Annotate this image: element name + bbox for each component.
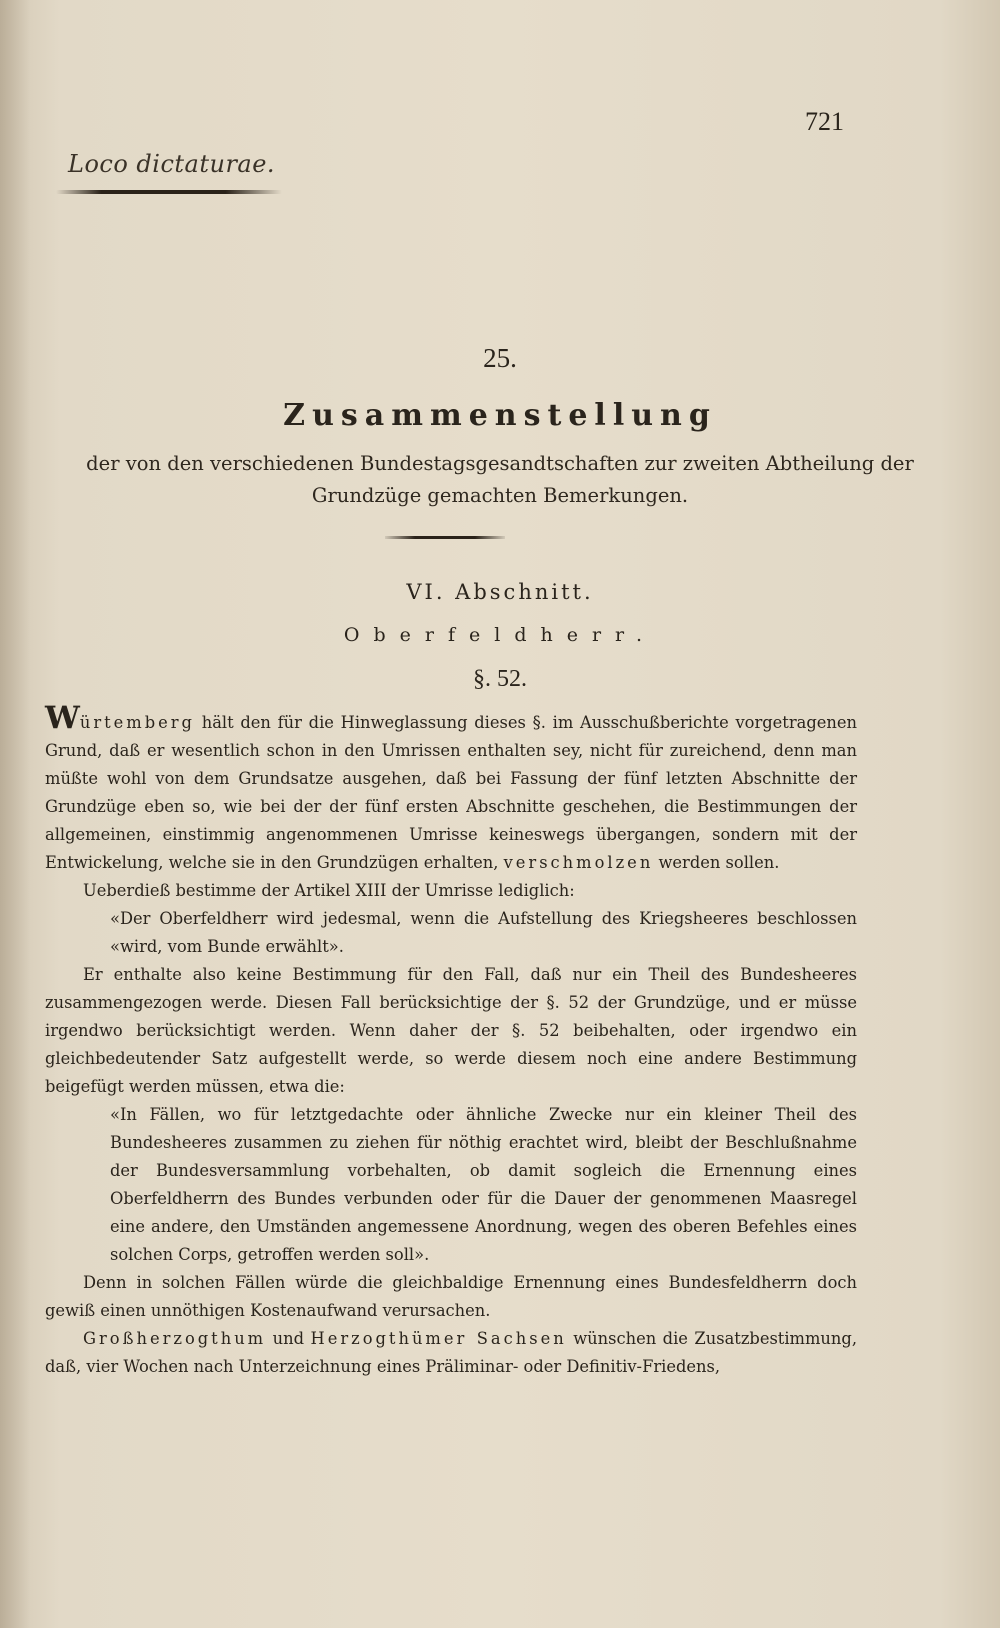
paragraph-number: §. 52. — [473, 666, 527, 692]
paragraph-sachsen — [45, 1325, 857, 1381]
title-rule — [385, 536, 505, 539]
emphasis-text: verschmolzen — [503, 853, 654, 872]
paragraph-wuertemberg — [45, 700, 857, 877]
paragraph-ueberdiess: Ueberdieß bestimme der Artikel XIII der Umrisse lediglich: — [83, 881, 575, 900]
body-text — [45, 700, 858, 1381]
page-number: 721 — [805, 107, 844, 136]
paragraph-text: wünschen die Zusatzbestimmung, daß, vier Wochen nach Unterzeichnung eines Präliminar- oder Definitiv-Friedens, — [45, 1329, 858, 1376]
paragraph-text: werden sollen. — [653, 853, 780, 872]
drop-cap: W — [45, 700, 80, 736]
paragraph-kostenaufwand: Denn in solchen Fällen würde die gleichbaldige Ernennung eines Bundesfeldherrn doch gewiß einen unnöthigen Kostenaufwand verursachen. — [45, 1273, 857, 1320]
state-name: ürtemberg — [79, 713, 195, 732]
loco-dictaturae-label: Loco dictaturae. — [68, 150, 276, 178]
paragraph-text: hält den für die Hinweglassung dieses §. im Ausschußberichte vorgetragenen Grund, daß er wesentlich schon in den Umrissen enthalten sey, nicht für zureichend, denn man müßte wohl von dem Grundsatze ausgehen, daß bei Fassung der fünf letzten Abschnitte der Grundzüge eben so, wie bei der der fünf ersten Abschnitte geschehen, die Bestimmungen der allgemeinen, einstimmig angenommenen Umrisse keineswegs übergangen, sondern mit der Entwickelung, welche sie in den Grundzügen erhalten, — [45, 713, 857, 872]
section-heading: VI. Abschnitt. — [406, 580, 594, 604]
document-subtitle: der von den verschiedenen Bundestagsgesandtschaften zur zweiten Abtheilung der Grundzüge gemachten Bemerkungen. — [86, 452, 914, 507]
document-number: 25. — [483, 343, 517, 373]
state-name: Herzogthümer Sachsen — [310, 1329, 567, 1348]
paragraph-text: und — [266, 1329, 311, 1348]
loco-underline — [56, 190, 282, 194]
state-name: Großherzogthum — [83, 1329, 267, 1348]
document-title: Zusammenstellung — [283, 398, 717, 433]
paragraph-bestimmung: Er enthalte also keine Bestimmung für den Fall, daß nur ein Theil des Bundesheeres zusammengezogen werde. Diesen Fall berücksichtige der §. 52 der Grundzüge, und er müsse irgendwo berücksichtigt werden. Wenn daher der §. 52 beibehalten, oder irgendwo ein gleichbedeutender Satz aufgestellt werde, so werde diesem noch eine andere Bestimmung beigefügt werden müssen, etwa die: — [45, 965, 857, 1096]
quote-proposed-clause: «In Fällen, wo für letztgedachte oder ähnliche Zwecke nur ein kleiner Theil des Bundesheeres zusammen zu ziehen für nöthig erachtet wird, bleibt der Beschlußnahme der Bundesversammlung vorbehalten, ob damit sogleich die Ernennung eines Oberfeldherrn des Bundes verbunden oder für die Dauer der genommenen Maasregel eine andere, den Umständen angemessene Anordnung, wegen des oberen Befehles eines solchen Corps, getroffen werden soll». — [110, 1105, 857, 1264]
quote-article-xiii: «Der Oberfeldherr wird jedesmal, wenn die Aufstellung des Kriegsheeres beschlossen «wird, vom Bunde erwählt». — [110, 909, 857, 956]
subsection-heading: Oberfeldherr. — [343, 624, 657, 646]
